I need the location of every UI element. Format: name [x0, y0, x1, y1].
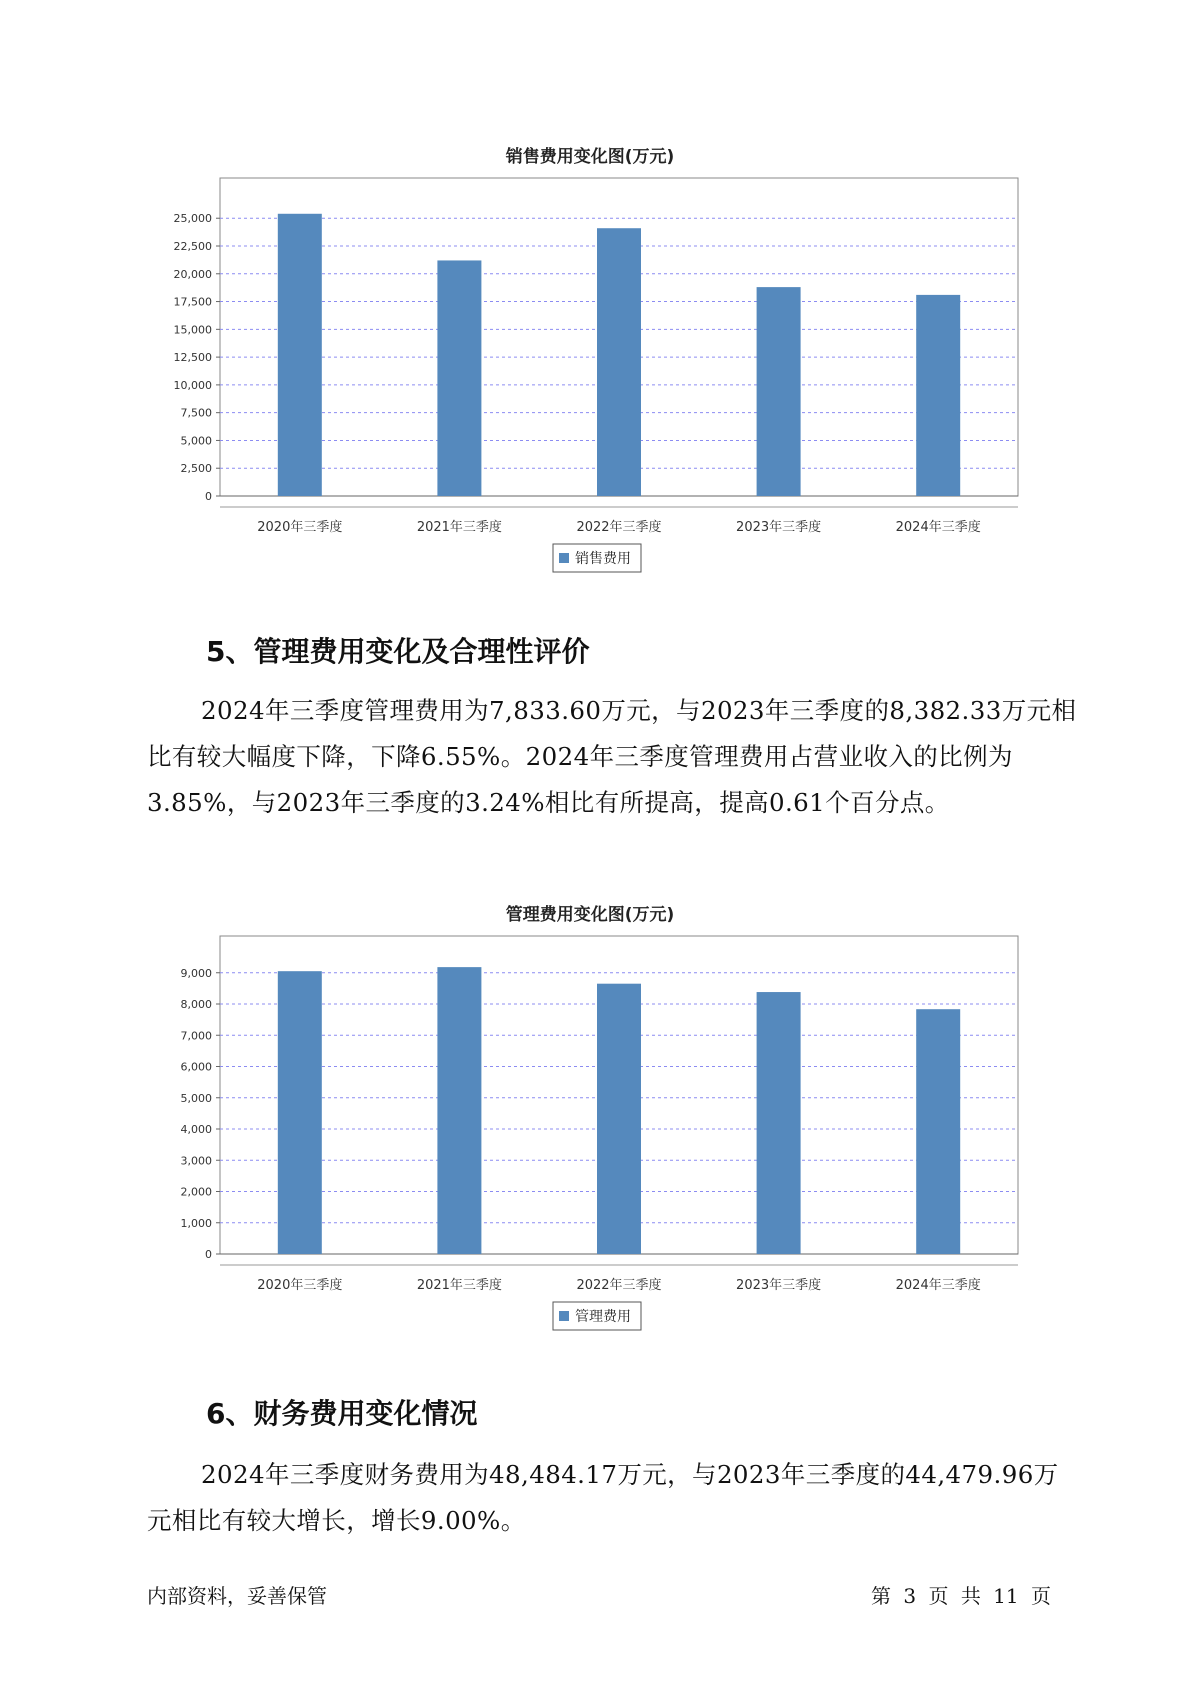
y-tick-label: 25,000 [173, 212, 212, 226]
x-tick-label: 2023年三季度 [736, 1278, 822, 1293]
x-tick-label: 2022年三季度 [576, 1278, 662, 1293]
bar [278, 971, 322, 1254]
x-tick-label: 2021年三季度 [416, 520, 502, 535]
y-tick-label: 3,000 [180, 1154, 212, 1168]
y-tick-label: 5,000 [180, 434, 212, 448]
y-tick-label: 12,500 [173, 351, 212, 365]
section-title-management-expense: 5、管理费用变化及合理性评价 [206, 635, 590, 668]
chart-title: 管理费用变化图(万元) [505, 905, 675, 925]
management-expense-chart [150, 896, 1030, 1336]
y-tick-label: 7,000 [180, 1029, 212, 1043]
bar [597, 228, 641, 496]
x-tick-label: 2020年三季度 [257, 520, 343, 535]
legend-label: 销售费用 [575, 551, 631, 567]
management-expense-paragraph: 2024年三季度管理费用为7,833.60万元，与2023年三季度的8,382.33万元相比有较大幅度下降，下降6.55%。2024年三季度管理费用占营业收入的比例为3.85%，与2023年三季度的3.24%相比有所提高，提高0.61个百分点。 [147, 696, 1077, 817]
x-tick-label: 2024年三季度 [895, 1278, 981, 1293]
y-tick-label: 15,000 [173, 323, 212, 337]
footer-confidential-note: 内部资料，妥善保管 [147, 1584, 327, 1608]
y-tick-label: 0 [205, 1248, 212, 1261]
bar [437, 967, 481, 1254]
bar [597, 984, 641, 1254]
section-title-financial-expense: 6、财务费用变化情况 [206, 1397, 478, 1430]
y-tick-label: 4,000 [180, 1123, 212, 1136]
bar [437, 260, 481, 496]
management-expense-chart-svg [150, 896, 1030, 1336]
y-tick-label: 8,000 [180, 998, 212, 1011]
y-tick-label: 6,000 [180, 1060, 212, 1074]
bar [916, 295, 960, 496]
sales-expense-chart [150, 138, 1030, 578]
y-tick-label: 7,500 [180, 406, 212, 420]
y-tick-label: 17,500 [173, 295, 212, 309]
x-tick-label: 2024年三季度 [895, 520, 981, 535]
y-tick-label: 9,000 [180, 966, 212, 980]
y-tick-label: 10,000 [173, 378, 212, 392]
bar [757, 287, 801, 496]
y-tick-label: 1,000 [180, 1216, 212, 1230]
legend-label: 管理费用 [575, 1309, 631, 1325]
chart-title: 销售费用变化图(万元) [505, 147, 675, 167]
x-tick-label: 2022年三季度 [576, 520, 662, 535]
y-tick-label: 0 [205, 490, 212, 503]
y-tick-label: 22,500 [173, 240, 212, 253]
sales-expense-chart-svg [150, 138, 1030, 578]
bar [278, 214, 322, 496]
bar [757, 992, 801, 1254]
y-tick-label: 5,000 [180, 1091, 212, 1105]
y-tick-label: 2,500 [180, 462, 212, 476]
x-tick-label: 2021年三季度 [416, 1278, 502, 1293]
legend-swatch [559, 1311, 569, 1321]
footer-page-number: 第 3 页 共 11 页 [871, 1584, 1051, 1608]
y-tick-label: 20,000 [173, 267, 212, 281]
x-tick-label: 2020年三季度 [257, 1278, 343, 1293]
y-tick-label: 2,000 [180, 1185, 212, 1199]
legend-swatch [559, 553, 569, 563]
bar [916, 1009, 960, 1254]
x-tick-label: 2023年三季度 [736, 520, 822, 535]
financial-expense-paragraph: 2024年三季度财务费用为48,484.17万元，与2023年三季度的44,479.96万元相比有较大增长，增长9.00%。 [147, 1460, 1059, 1535]
